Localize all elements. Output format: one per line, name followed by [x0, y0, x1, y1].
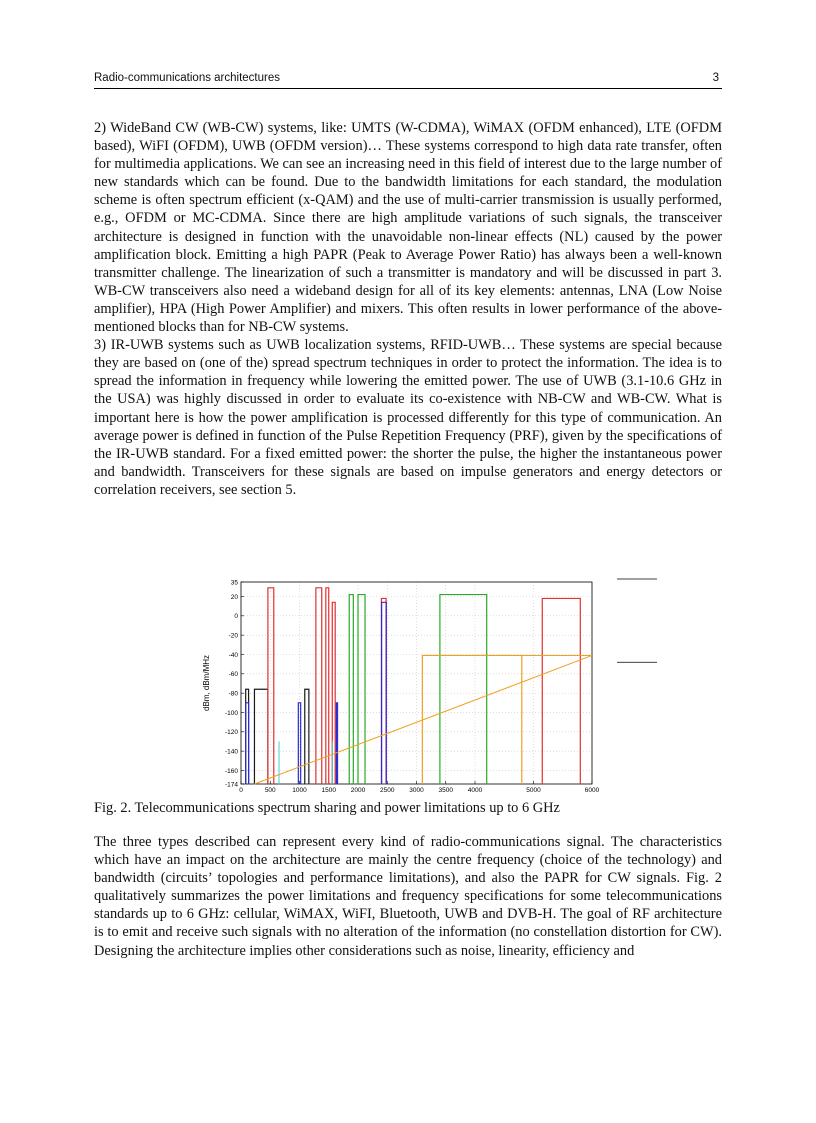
y-tick-label: -100 — [224, 709, 238, 717]
y-tick-label: 20 — [230, 593, 238, 601]
running-header — [94, 70, 722, 89]
x-tick-label: 500 — [264, 787, 276, 794]
text-block-upper — [94, 119, 722, 499]
x-tick-label: 6000 — [584, 787, 600, 794]
x-tick-label: 3000 — [409, 787, 424, 794]
band-outline — [246, 703, 249, 784]
spectrum-chart — [197, 576, 662, 794]
band-outline — [305, 689, 309, 784]
paragraph-ir-uwb: 3) IR-UWB systems such as UWB localization systems, RFID-UWB… These systems are special because they are based on (one of the) spread spectrum techniques in order to protect the information. The idea is to spread the information in frequency while lowering the emitted power. The use of UWB (3.1-10.6 GHz in the USA) was highly discussed in order to evaluate its co-existence with NB-CW and WB-CW. What is important here is how the power amplification is processed differently for this type of communication. An average power is defined in function of the Pulse Repetition Frequency (PRF), given by the specifications of the IR-UWB standard. For a fixed emitted power: the shorter the pulse, the higher the instantaneous power and bandwidth. Transceivers for these signals are based on impulse generators and energy detectors or correlation receivers, see section 5. — [94, 337, 722, 498]
band-outline — [440, 595, 487, 784]
y-tick-label: -140 — [224, 748, 238, 756]
y-tick-label: -80 — [228, 690, 238, 698]
band-outline — [336, 703, 337, 784]
band-outline — [254, 689, 267, 784]
band-outline — [422, 655, 521, 784]
x-tick-label: 4000 — [467, 787, 483, 794]
band-outline — [542, 598, 580, 784]
y-axis-label: dBm, dBm/MHz — [202, 654, 211, 712]
running-title: Radio-communications architectures — [94, 72, 280, 84]
band-outline — [349, 595, 353, 784]
band-outline — [358, 595, 365, 784]
y-tick-label: -160 — [224, 767, 238, 775]
y-tick-label: 0 — [234, 613, 238, 621]
x-tick-label: 0 — [239, 787, 243, 794]
spectrum-figure — [197, 576, 662, 794]
y-tick-label: -20 — [228, 632, 238, 640]
y-tick-label: -40 — [228, 651, 238, 659]
y-tick-label: -60 — [228, 671, 238, 679]
x-tick-label: 3500 — [438, 787, 453, 794]
x-tick-label: 5000 — [526, 787, 541, 794]
y-tick-label: -174 — [224, 781, 238, 789]
band-outline — [316, 588, 322, 784]
x-tick-label: 1000 — [292, 787, 307, 794]
band-outline — [268, 588, 274, 784]
y-tick-label: -120 — [224, 729, 238, 737]
x-tick-label: 2000 — [350, 787, 366, 794]
page-number: 3 — [712, 72, 719, 84]
y-tick-label: 35 — [230, 579, 238, 587]
band-outline — [326, 588, 329, 784]
x-tick-label: 2500 — [380, 787, 395, 794]
paragraph-wb-cw: 2) WideBand CW (WB-CW) systems, like: UMTS (W-CDMA), WiMAX (OFDM enhanced), LTE (OFDM based), WiFI (OFDM), UWB (OFDM version)… These systems correspond to high data rate transfer, often for multimedia applications. We can see an increasing need in this field of interest due to the large number of new standards which can be found. Due to the bandwidth limitations for each standard, the modulation scheme is often spectrum efficient (x-QAM) and the use of multi-carrier transmission is usually performed, e.g., OFDM or MC-CDMA. Since there are high amplitude variations of such signals, the transceiver architecture is designed in function with the unavoidable non-linear effects (NL) caused by the power amplification block. Emitting a high PAPR (Peak to Average Power Ratio) has always been a well-known transmitter challenge. The linearization of such a transmitter is mandatory and will be discussed in part 3. WB-CW transceivers also need a wideband design for all of its key elements: antennas, LNA (Low Noise amplifier), HPA (High Power Amplifier) and mixers. This often results in lower performance of the above-mentioned blocks than for NB-CW systems. — [94, 120, 722, 336]
figure-caption: Fig. 2. Telecommunications spectrum sharing and power limitations up to 6 GHz — [94, 800, 560, 816]
x-tick-label: 1500 — [321, 787, 336, 794]
paragraph-types-summary: The three types described can represent every kind of radio-communications signal. The characteristics which have an impact on the architecture are mainly the centre frequency (choice of the technology) and bandwidth (circuits’ topologies and performance limitations), and also the PAPR for CW signals. Fig. 2 qualitatively summarizes the power limitations and frequency specifications for some telecommunications standards up to 6 GHz: cellular, WiMAX, WiFI, Bluetooth, UWB and DVB-H. The goal of RF architecture is to emit and receive such signals with no alteration of the information (no constellation distortion for CW). Designing the architecture implies other considerations such as noise, linearity, efficiency and — [94, 834, 722, 959]
